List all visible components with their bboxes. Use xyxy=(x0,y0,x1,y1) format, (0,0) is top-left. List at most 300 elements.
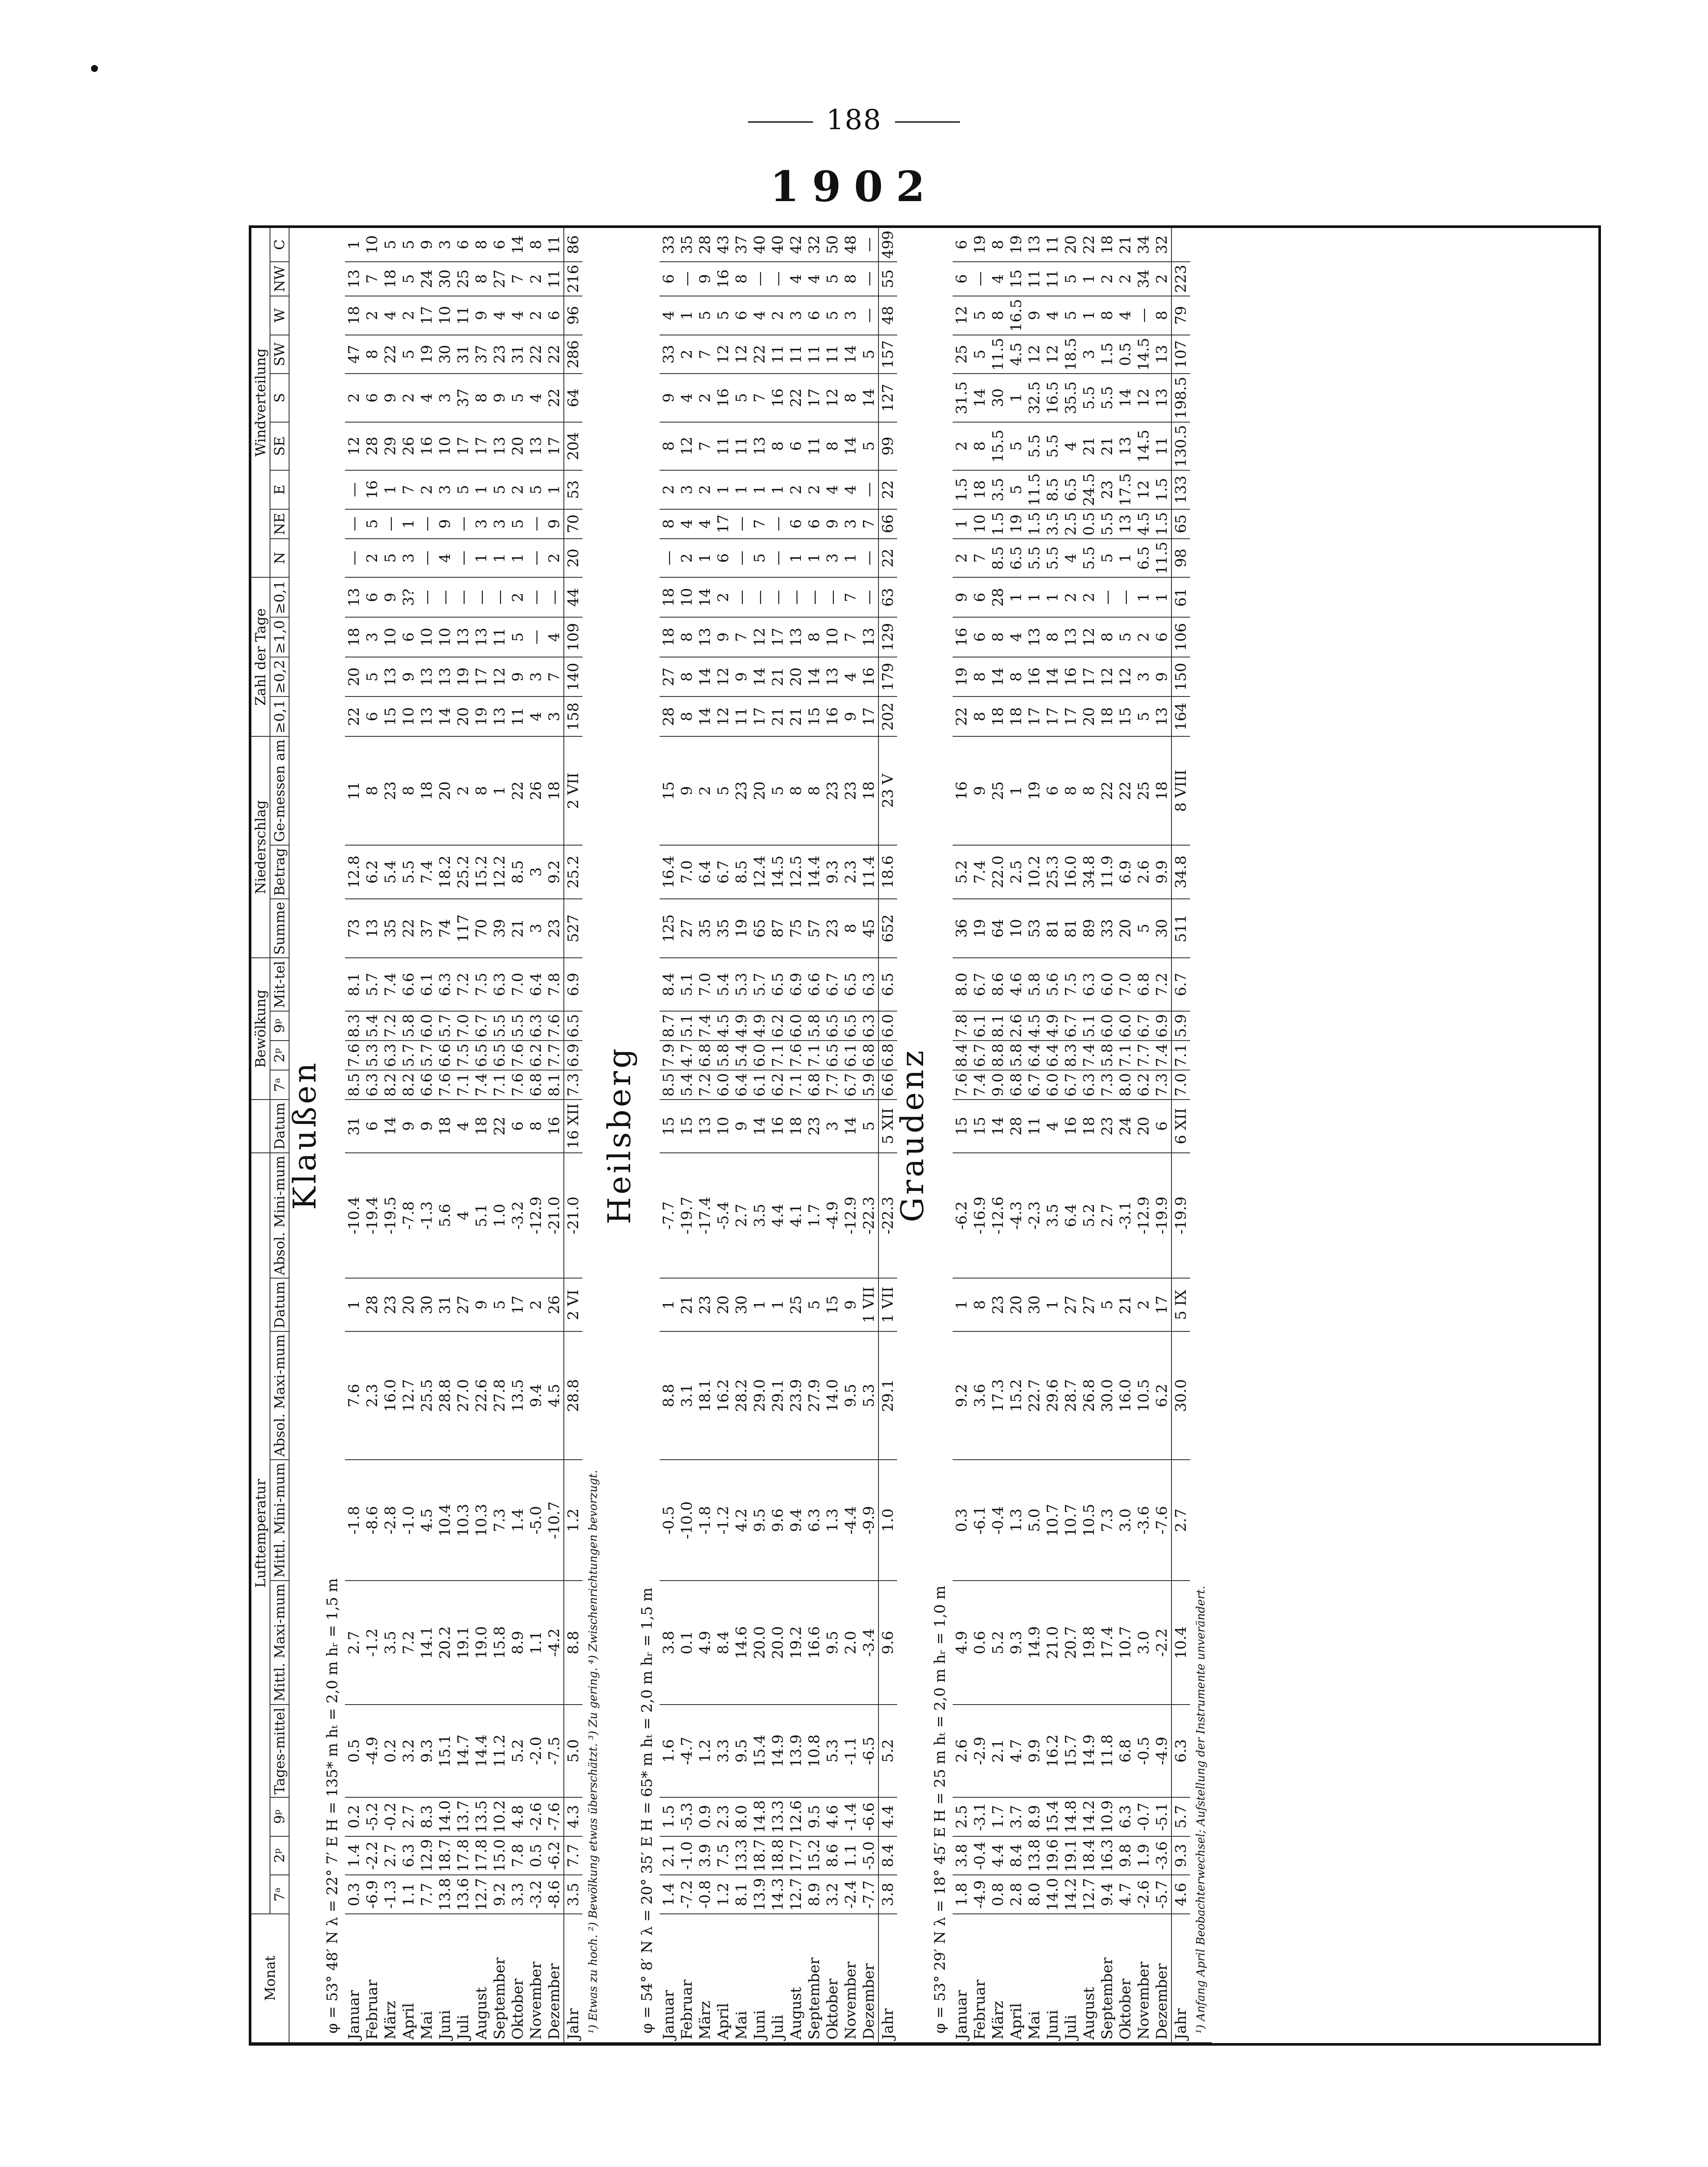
value-cell: 0.2 xyxy=(345,1797,363,1836)
table-row xyxy=(1025,228,1044,2043)
value-cell: 21 xyxy=(787,697,805,737)
value-cell: 3.2 xyxy=(400,1705,418,1797)
value-cell: 15 xyxy=(381,697,400,737)
value-cell: 25.2 xyxy=(454,845,472,899)
value-cell: 0.8 xyxy=(989,1875,1007,1914)
value-cell: 14 xyxy=(696,577,714,617)
value-cell: 2.7 xyxy=(732,1153,751,1279)
value-cell: 64 xyxy=(564,374,582,422)
value-cell: 22 xyxy=(878,470,897,509)
value-cell: 6.8 xyxy=(696,1041,714,1070)
value-cell: 18.6 xyxy=(878,845,897,899)
value-cell: 9 xyxy=(400,1100,418,1153)
value-cell: 8 xyxy=(787,736,805,845)
header-monat: Monat xyxy=(251,1914,289,2043)
value-cell: 20 xyxy=(751,736,769,845)
value-cell: 7.0 xyxy=(1116,958,1135,1011)
value-cell: -1.2 xyxy=(714,1460,732,1581)
value-cell: 9.6 xyxy=(769,1460,787,1581)
month-cell: Februar xyxy=(363,1914,381,2043)
value-cell: 12 xyxy=(1116,657,1135,697)
value-cell: 13 xyxy=(1153,697,1171,737)
column-header-28: NW xyxy=(270,262,289,296)
value-cell: 12 xyxy=(751,617,769,657)
value-cell: 11 xyxy=(714,422,732,470)
value-cell: 20.7 xyxy=(1062,1581,1080,1705)
value-cell: 0.1 xyxy=(678,1581,696,1705)
value-cell: 4.6 xyxy=(823,1797,842,1836)
value-cell: 20 xyxy=(509,422,527,470)
table-row xyxy=(696,228,714,2043)
value-cell: 0.5 xyxy=(1116,335,1135,374)
value-cell: 8.3 xyxy=(345,1011,363,1041)
value-cell: 24 xyxy=(1116,1100,1135,1153)
table-row xyxy=(660,228,678,2043)
value-cell: 4.7 xyxy=(1007,1705,1025,1797)
value-cell: 14 xyxy=(842,335,860,374)
value-cell: 1 xyxy=(805,539,823,578)
table-row xyxy=(1007,228,1025,2043)
value-cell: 3.5 xyxy=(381,1581,400,1705)
value-cell: 30 xyxy=(436,262,454,296)
value-cell: 8.1 xyxy=(732,1875,751,1914)
value-cell: 3 xyxy=(842,296,860,335)
group-header-row xyxy=(251,228,270,2043)
value-cell: 5.5 xyxy=(1080,374,1098,422)
value-cell: 8 xyxy=(842,374,860,422)
value-cell: — xyxy=(805,577,823,617)
value-cell: -21.0 xyxy=(545,1153,564,1279)
value-cell: 9 xyxy=(491,374,509,422)
value-cell: 7.2 xyxy=(381,1011,400,1041)
value-cell: 7.0 xyxy=(678,845,696,899)
value-cell: 2 xyxy=(454,736,472,845)
value-cell: 20.0 xyxy=(769,1581,787,1705)
value-cell: 5.7 xyxy=(1171,1797,1190,1836)
value-cell: 150 xyxy=(1171,657,1190,697)
value-cell: 5.2 xyxy=(509,1705,527,1797)
value-cell: 6.2 xyxy=(1153,1331,1171,1460)
value-cell: 2.7 xyxy=(345,1581,363,1705)
value-cell: 24.5 xyxy=(1080,470,1098,509)
value-cell: -2.3 xyxy=(1025,1153,1044,1279)
value-cell: 11 xyxy=(1025,1100,1044,1153)
table-row xyxy=(509,228,527,2043)
value-cell: 5 xyxy=(751,539,769,578)
value-cell: 12 xyxy=(1025,335,1044,374)
value-cell: 5 xyxy=(400,228,418,262)
value-cell: 3.0 xyxy=(1116,1460,1135,1581)
value-cell: 8.8 xyxy=(564,1581,582,1705)
value-cell: 5.5 xyxy=(400,845,418,899)
month-cell: August xyxy=(787,1914,805,2043)
value-cell: 23 xyxy=(823,899,842,958)
value-cell: 9.5 xyxy=(823,1581,842,1705)
value-cell: 6.5 xyxy=(842,1011,860,1041)
value-cell: 24 xyxy=(418,262,436,296)
value-cell: 17.8 xyxy=(454,1836,472,1875)
value-cell: 75 xyxy=(787,899,805,958)
value-cell: 29.6 xyxy=(1044,1331,1062,1460)
value-cell: 25.2 xyxy=(564,845,582,899)
value-cell: 1 VII xyxy=(860,1278,878,1331)
value-cell: 7.1 xyxy=(1116,1041,1135,1070)
value-cell: 1.5 xyxy=(1153,509,1171,539)
value-cell: 11 xyxy=(1044,228,1062,262)
value-cell: 2.5 xyxy=(953,1797,971,1836)
value-cell: 21 xyxy=(509,899,527,958)
value-cell: 27 xyxy=(660,657,678,697)
column-header-22: NE xyxy=(270,509,289,539)
value-cell: 10.7 xyxy=(1062,1460,1080,1581)
value-cell: -0.2 xyxy=(381,1797,400,1836)
value-cell: 15 xyxy=(660,736,678,845)
value-cell: 3 xyxy=(400,539,418,578)
value-cell: 19 xyxy=(1007,228,1025,262)
month-cell: Jahr xyxy=(1171,1914,1190,2043)
value-cell: 40 xyxy=(751,228,769,262)
value-cell: 13 xyxy=(472,617,491,657)
value-cell: 33 xyxy=(1098,899,1116,958)
value-cell: 81 xyxy=(1062,899,1080,958)
value-cell: -21.0 xyxy=(564,1153,582,1279)
value-cell: 13 xyxy=(1116,422,1135,470)
value-cell: -2.2 xyxy=(363,1836,381,1875)
value-cell: 15.5 xyxy=(989,422,1007,470)
value-cell: -4.2 xyxy=(545,1581,564,1705)
value-cell: 8.7 xyxy=(660,1011,678,1041)
value-cell: 6.1 xyxy=(842,1041,860,1070)
value-cell: 1 xyxy=(787,539,805,578)
value-cell: 16.2 xyxy=(714,1331,732,1460)
value-cell: 6 xyxy=(454,228,472,262)
value-cell: 6.5 xyxy=(842,958,860,1011)
value-cell: 12 xyxy=(714,335,732,374)
value-cell: 12 xyxy=(1044,335,1062,374)
value-cell: 7.4 xyxy=(418,845,436,899)
value-cell: 10 xyxy=(400,697,418,737)
value-cell: 1.6 xyxy=(660,1705,678,1797)
value-cell: 15.2 xyxy=(472,845,491,899)
value-cell: 44 xyxy=(564,577,582,617)
table-row xyxy=(527,228,545,2043)
value-cell: 7.7 xyxy=(823,1070,842,1100)
value-cell: 4 xyxy=(678,374,696,422)
value-cell: 13 xyxy=(454,617,472,657)
value-cell: -5.1 xyxy=(1153,1797,1171,1836)
value-cell: — xyxy=(345,539,363,578)
value-cell: 28 xyxy=(660,697,678,737)
value-cell: 10 xyxy=(1007,899,1025,958)
value-cell: 23 V xyxy=(878,736,897,845)
value-cell: 5 xyxy=(1007,470,1025,509)
value-cell: 8.9 xyxy=(1025,1797,1044,1836)
value-cell: 5.5 xyxy=(1025,539,1044,578)
value-cell: 18.8 xyxy=(769,1836,787,1875)
value-cell: 9 xyxy=(971,736,989,845)
value-cell: 21 xyxy=(769,697,787,737)
value-cell: 32.5 xyxy=(1025,374,1044,422)
value-cell: 5 xyxy=(805,1278,823,1331)
value-cell: — xyxy=(454,577,472,617)
value-cell: 5 IX xyxy=(1171,1278,1190,1331)
value-cell: 18.4 xyxy=(1080,1836,1098,1875)
value-cell: 73 xyxy=(345,899,363,958)
value-cell: 2 xyxy=(660,470,678,509)
value-cell: 1 xyxy=(381,470,400,509)
value-cell: 1 xyxy=(545,470,564,509)
value-cell: 16.5 xyxy=(1044,374,1062,422)
value-cell: 9 xyxy=(1153,657,1171,697)
value-cell: 3 xyxy=(842,509,860,539)
value-cell: 13 xyxy=(1025,617,1044,657)
value-cell: 3.6 xyxy=(971,1331,989,1460)
value-cell: 4.4 xyxy=(989,1836,1007,1875)
value-cell: 27 xyxy=(491,262,509,296)
value-cell: 16 xyxy=(769,1100,787,1153)
value-cell: 8.4 xyxy=(878,1836,897,1875)
value-cell: 7.6 xyxy=(787,1041,805,1070)
value-cell: 33 xyxy=(660,228,678,262)
value-cell: 30 xyxy=(1153,899,1171,958)
value-cell: -7.2 xyxy=(678,1875,696,1914)
value-cell: -4.9 xyxy=(823,1153,842,1279)
value-cell: -3.1 xyxy=(971,1797,989,1836)
value-cell: 8 xyxy=(1062,736,1080,845)
column-header-10: 7ᵃ xyxy=(270,1070,289,1100)
value-cell: 9.5 xyxy=(751,1460,769,1581)
value-cell: 6.0 xyxy=(1098,1011,1116,1041)
value-cell: -5.0 xyxy=(860,1836,878,1875)
value-cell: 22 xyxy=(878,539,897,578)
value-cell: 4 xyxy=(1044,1100,1062,1153)
value-cell: 10 xyxy=(436,296,454,335)
value-cell: 11.8 xyxy=(1098,1705,1116,1797)
value-cell: 16.0 xyxy=(1116,1331,1135,1460)
value-cell: 7.2 xyxy=(400,1581,418,1705)
value-cell: 6 XII xyxy=(1171,1100,1190,1153)
value-cell: 11.5 xyxy=(1025,470,1044,509)
value-cell: 17 xyxy=(751,697,769,737)
value-cell: 4 xyxy=(545,617,564,657)
value-cell: 15.0 xyxy=(491,1836,509,1875)
value-cell: 3.5 xyxy=(751,1153,769,1279)
value-cell: 14 xyxy=(436,697,454,737)
value-cell: 1 xyxy=(472,539,491,578)
value-cell: 7 xyxy=(363,262,381,296)
value-cell: -12.9 xyxy=(1135,1153,1153,1279)
value-cell: 70 xyxy=(564,509,582,539)
value-cell: 7.4 xyxy=(696,1011,714,1041)
value-cell: 18 xyxy=(345,617,363,657)
value-cell: 6.7 xyxy=(971,1041,989,1070)
value-cell: 21 xyxy=(1116,1278,1135,1331)
value-cell: 14 xyxy=(971,374,989,422)
value-cell: 10 xyxy=(823,617,842,657)
value-cell: 64 xyxy=(989,899,1007,958)
value-cell: 2 xyxy=(787,470,805,509)
column-header-8: Absol. Mini-mum xyxy=(270,1153,289,1279)
value-cell: 11 xyxy=(787,335,805,374)
value-cell: 6.5 xyxy=(1135,539,1153,578)
value-cell: 6 xyxy=(732,296,751,335)
table-row xyxy=(732,228,751,2043)
value-cell: 16 xyxy=(1025,657,1044,697)
value-cell: 5.3 xyxy=(860,1331,878,1460)
value-cell: 28 xyxy=(989,577,1007,617)
value-cell: 16.0 xyxy=(381,1331,400,1460)
value-cell: — xyxy=(418,509,436,539)
value-cell: 9 xyxy=(842,1278,860,1331)
month-cell: Dezember xyxy=(545,1914,564,2043)
value-cell: 4.5 xyxy=(1007,335,1025,374)
value-cell: 0.5 xyxy=(527,1836,545,1875)
value-cell: -3.2 xyxy=(509,1153,527,1279)
value-cell: -5.7 xyxy=(1153,1875,1171,1914)
value-cell: -12.6 xyxy=(989,1153,1007,1279)
value-cell: 286 xyxy=(564,335,582,374)
value-cell: 14.9 xyxy=(1080,1705,1098,1797)
value-cell: 1.0 xyxy=(878,1460,897,1581)
value-cell: 1 xyxy=(1116,539,1135,578)
value-cell: 8.5 xyxy=(660,1070,678,1100)
table-row xyxy=(678,228,696,2043)
value-cell: 7.6 xyxy=(345,1041,363,1070)
value-cell: 9.2 xyxy=(491,1875,509,1914)
value-cell: 3 xyxy=(491,509,509,539)
value-cell: -6.6 xyxy=(860,1797,878,1836)
value-cell: 8.0 xyxy=(1116,1070,1135,1100)
value-cell: 5.1 xyxy=(678,1011,696,1041)
value-cell xyxy=(1171,228,1190,262)
value-cell: 2 xyxy=(696,374,714,422)
rotated-table-area xyxy=(249,225,1601,2046)
value-cell: 34 xyxy=(1135,228,1153,262)
value-cell: 9.9 xyxy=(1153,845,1171,899)
value-cell: 1 xyxy=(696,539,714,578)
value-cell: 22 xyxy=(381,335,400,374)
value-cell: 4 xyxy=(842,657,860,697)
value-cell: — xyxy=(660,539,678,578)
value-cell: 20.2 xyxy=(436,1581,454,1705)
value-cell: 25 xyxy=(454,262,472,296)
value-cell: 22 xyxy=(400,899,418,958)
value-cell: 23 xyxy=(1098,1100,1116,1153)
value-cell: 10.3 xyxy=(454,1460,472,1581)
value-cell: 1 xyxy=(509,539,527,578)
value-cell: 6.7 xyxy=(472,1011,491,1041)
value-cell: 8.4 xyxy=(714,1581,732,1705)
value-cell: 6.5 xyxy=(564,1011,582,1041)
value-cell: 7.6 xyxy=(545,1011,564,1041)
value-cell: 7.6 xyxy=(953,1070,971,1100)
value-cell: 8.1 xyxy=(989,1011,1007,1041)
value-cell: 12.2 xyxy=(491,845,509,899)
value-cell: 4 xyxy=(1044,296,1062,335)
value-cell: 3.8 xyxy=(660,1581,678,1705)
value-cell: 10.4 xyxy=(1171,1581,1190,1705)
value-cell: 8.3 xyxy=(1062,1041,1080,1070)
value-cell: 7.8 xyxy=(509,1836,527,1875)
column-header-20: ≥0,1 xyxy=(270,577,289,617)
value-cell: 14.9 xyxy=(1025,1581,1044,1705)
value-cell: 11 xyxy=(491,617,509,657)
value-cell: 5 xyxy=(971,296,989,335)
value-cell: 2 xyxy=(678,539,696,578)
value-cell: 3.7 xyxy=(1007,1797,1025,1836)
value-cell: 30 xyxy=(989,374,1007,422)
value-cell: 5.4 xyxy=(381,845,400,899)
value-cell: 6.2 xyxy=(363,845,381,899)
value-cell: 26.8 xyxy=(1080,1331,1098,1460)
value-cell: 6 xyxy=(660,262,678,296)
value-cell: 15 xyxy=(953,1100,971,1153)
value-cell: 14.7 xyxy=(454,1705,472,1797)
value-cell: 2 xyxy=(1135,617,1153,657)
value-cell: 8 xyxy=(989,296,1007,335)
table-row xyxy=(860,228,878,2043)
value-cell: 4.4 xyxy=(878,1797,897,1836)
value-cell: 9 xyxy=(1025,296,1044,335)
value-cell: 8.8 xyxy=(989,1041,1007,1070)
value-cell: 50 xyxy=(823,228,842,262)
value-cell: 8.0 xyxy=(732,1797,751,1836)
page-number xyxy=(0,104,1708,136)
value-cell: 3.8 xyxy=(953,1836,971,1875)
value-cell: 17 xyxy=(1153,1278,1171,1331)
value-cell: — xyxy=(751,262,769,296)
value-cell: 5 xyxy=(971,335,989,374)
value-cell: 6.4 xyxy=(1062,1153,1080,1279)
value-cell: 31 xyxy=(509,335,527,374)
value-cell: — xyxy=(418,539,436,578)
value-cell: 21 xyxy=(678,1278,696,1331)
value-cell: -1.3 xyxy=(418,1153,436,1279)
column-header-25: S xyxy=(270,374,289,422)
value-cell: 3 xyxy=(823,539,842,578)
value-cell: -5.2 xyxy=(363,1797,381,1836)
value-cell: -22.3 xyxy=(878,1153,897,1279)
value-cell: 9.3 xyxy=(1007,1581,1025,1705)
value-cell: — xyxy=(472,577,491,617)
month-cell: Juli xyxy=(769,1914,787,2043)
value-cell: — xyxy=(860,296,878,335)
value-cell: 16 xyxy=(953,617,971,657)
value-cell: 5 xyxy=(381,228,400,262)
value-cell: 18 xyxy=(345,296,363,335)
value-cell: 43 xyxy=(714,228,732,262)
value-cell: 2 xyxy=(1098,262,1116,296)
value-cell: 6 xyxy=(509,1100,527,1153)
value-cell: 10.3 xyxy=(472,1460,491,1581)
value-cell: 17 xyxy=(454,422,472,470)
value-cell: 6.0 xyxy=(714,1070,732,1100)
value-cell: — xyxy=(1098,577,1116,617)
value-cell: 3 xyxy=(545,697,564,737)
value-cell: 2 xyxy=(400,296,418,335)
value-cell: -5.0 xyxy=(527,1460,545,1581)
value-cell: 7.5 xyxy=(454,1041,472,1070)
value-cell: — xyxy=(860,262,878,296)
value-cell: 6.8 xyxy=(1116,1705,1135,1797)
value-cell: 25 xyxy=(953,335,971,374)
value-cell: 5.7 xyxy=(418,1041,436,1070)
value-cell: 6.2 xyxy=(769,1070,787,1100)
table-row xyxy=(842,228,860,2043)
value-cell: 14 xyxy=(696,657,714,697)
value-cell: 223 xyxy=(1171,262,1190,296)
value-cell: 2 xyxy=(1062,577,1080,617)
